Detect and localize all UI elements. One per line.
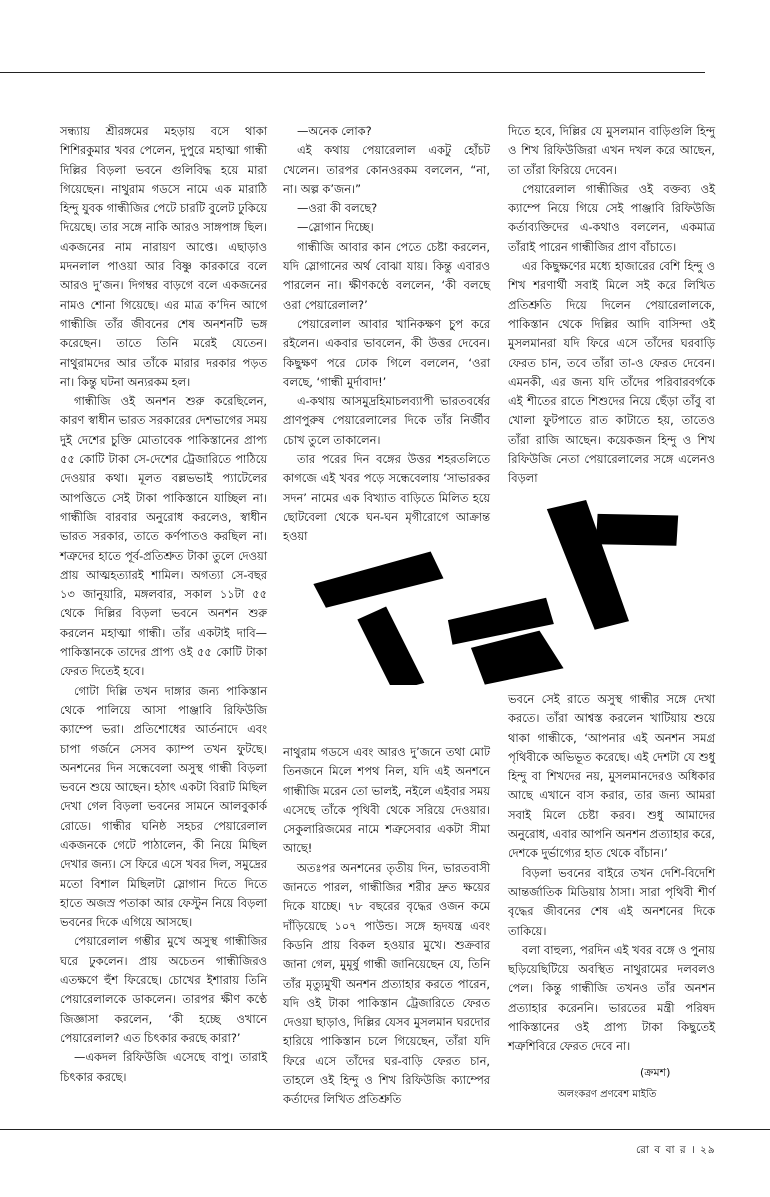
illustration-credit: অলংকরণ প্রণবেশ মাইতি (558, 1089, 657, 1100)
paragraph: —ওরা কী বলছে? (297, 201, 378, 216)
article-column-2-bottom (283, 743, 490, 1110)
bottom-rule (0, 1129, 770, 1130)
paragraph: ভবনে সেই রাতে অসুস্থ গান্ধীর সঙ্গে দেখা করতে। তাঁরা আশ্বস্ত করলেন খাটিয়ায় শুয়ে থাকা গান্ধীকে, ‘আপনার এই অনশন সমগ্র পৃথিবীকে অভিভূত করেছে। এই দেশটা যে শুধু হিন্দু বা শিখদের নয়, মুসলমানদেরও অধিকার আছে এখানে বাস করার, তার জন্য আমরা সবাই মিলে চেষ্টা করব। শুধু আমাদের অনুরোধ, এবার আপনি অনশন প্রত্যাহার করে, দেশকে দুর্ভাগ্যের হাত থেকে বাঁচান।’ (508, 692, 715, 861)
title-artwork (295, 495, 695, 685)
top-rule (0, 72, 705, 73)
paragraph: পেয়ারেলাল আবার খানিকক্ষণ চুপ করে রইলেন। একবার ভাবলেন, কী উত্তর দেবেন। কিছুক্ষণ পরে ঢোক গিলে বললেন, ‘ওরা বলছে, ‘গান্ধী মুর্দাবাদ!’ (283, 316, 490, 389)
paragraph: গান্ধীজি আবার কান পেতে চেষ্টা করলেন, যদি স্লোগানের অর্থ বোঝা যায়। কিন্তু এবারও পারলেন না। ক্ষীণকণ্ঠে বললেন, ‘কী বলছে ওরা পেয়ারেলাল?’ (283, 239, 490, 312)
title-artwork-svg (295, 495, 695, 685)
paragraph: তার পরের দিন বঙ্গের উত্তর শহরতলিতে কাগজে এই খবর পড়ে সন্ধেবেলায় ‘সাভারকর সদন’ নামের এক বিখ্যাত বাড়িতে মিলিত হয়ে ছোটবেলা থেকে ঘন-ঘন মৃগীরোগে আক্রান্ত হওয়া (283, 452, 490, 544)
paragraph: —একদল রিফিউজি এসেছে বাপু। তারাই চিৎকার করছে। (60, 1050, 267, 1084)
paragraph: নাথুরাম গডসে এবং আরও দু’জনে তথা মোট তিনজনে মিলে শপথ নিল, যদি এই অনশনে গান্ধীজি মরেন তো ভালই, নইলে এইবার সময় এসেছে তাঁকে পৃথিবী থেকে সরিয়ে দেওয়ার। সেকুলারিজমের নামে শত্রুসেবার একটা সীমা আছে! (283, 745, 490, 856)
paragraph: পেয়ারেলাল গম্ভীর মুখে অসুস্থ গান্ধীজির ঘরে ঢুকলেন। প্রায় অচেতন গান্ধীজিরও এতক্ষণে হুঁশ ফিরেছে। চোখের ইশারায় তিনি পেয়ারেলালকে ডাকলেন। তারপর ক্ষীণ কণ্ঠে জিজ্ঞাসা করলেন, ‘কী হচ্ছে ওখানে পেয়ারেলাল? এত চিৎকার করছে কারা?’ (60, 934, 267, 1045)
paragraph: —স্লোগান দিচ্ছে। (297, 220, 374, 235)
article-column-3-top (508, 122, 715, 489)
paragraph: দিতে হবে, দিল্লির যে মুসলমান বাড়িগুলি হিন্দু ও শিখ রিফিউজিরা এখন দখল করে আছেন, তা তাঁরা ফিরিয়ে দেবেন। (508, 124, 715, 177)
paragraph: বিড়লা ভবনের বাইরে তখন দেশি-বিদেশি আন্তর্জাতিক মিডিয়ায় ঠাসা। সারা পৃথিবী শীর্ণ বৃদ্ধের জীবনের শেষ এই অনশনের দিকে তাকিয়ে। (508, 865, 715, 938)
paragraph: গান্ধীজি ওই অনশন শুরু করেছিলেন, কারণ স্বাধীন ভারত সরকারের দেশভাগের সময় দুই দেশের চুক্তি মোতাবেক পাকিস্তানের প্রাপ্য ৫৫ কোটি টাকা সে-দেশের ট্রেজারিতে পাঠিয়ে দেওয়ার কথা। মূলত বল্লভভাই প্যাটেলের আপত্তিতে সেই টাকা পাকিস্তানে যাচ্ছিল না। গান্ধীজি বারবার অনুরোধ করলেও, স্বাধীন ভারত সরকার, তাতে কর্ণপাতও করছিল না। শত্রুদের হাতে পূর্ব-প্রতিশ্রুত টাকা তুলে দেওয়া প্রায় আত্মহত্যারই শামিল। অগত্যা সে-বছর ১৩ জানুয়ারি, মঙ্গলবার, সকাল ১১টা ৫৫ থেকে দিল্লির বিড়লা ভবনে অনশন শুরু করলেন মহাত্মা গান্ধী। তাঁর একটাই দাবি— পাকিস্তানকে তাদের প্রাপ্য ওই ৫৫ কোটি টাকা ফেরত দিতেই হবে। (60, 394, 267, 679)
paragraph: সন্ধ্যায় শ্রীরঙ্গমের মহড়ায় বসে থাকা শিশিরকুমার খবর পেলেন, দুপুরে মহাত্মা গান্ধী দিল্লির বিড়লা ভবনে গুলিবিদ্ধ হয়ে মারা গিয়েছেন। নাথুরাম গডসে নামে এক মারাঠি হিন্দু যুবক গান্ধীজির পেটে চারটি বুলেট ঢুকিয়ে দিয়েছে। তার সঙ্গে নাকি আরও সাঙ্গপাঙ্গ ছিল। একজনের নাম নারায়ণ আপ্তে। এছাড়াও মদনলাল পাওয়া আর বিষ্ণু কারকারে বলে আরও দু’জন। দিগম্বর বাড়গে বলে একজনের নামও শোনা গিয়েছে। এর মাত্র ক’দিন আগে গান্ধীজি তাঁর জীবনের শেষ অনশনটি ভঙ্গ করেছেন। তাতে তিনি মরেই যেতেন। নাথুরামদের আর তাঁকে মারার দরকার পড়ত না। কিন্তু ঘটনা অন্যরকম হল। (60, 124, 267, 389)
article-column-1 (60, 122, 267, 1087)
paragraph: অতঃপর অনশনের তৃতীয় দিন, ভারতবাসী জানতে পারল, গান্ধীজির শরীর দ্রুত ক্ষয়ের দিকে যাচ্ছে। ৭৮ বছরের বৃদ্ধের ওজন কমে দাঁড়িয়েছে ১০৭ পাউন্ড। সঙ্গে হৃদযন্ত্র এবং কিডনি প্রায় বিকল হওয়ার মুখে। শুক্রবার জানা গেল, মুমূর্ষু গান্ধী জানিয়েছেন যে, তিনি তাঁর মৃত্যুমুখী অনশন প্রত্যাহার করতে পারেন, যদি ওই টাকা পাকিস্তান ট্রেজারিতে ফেরত দেওয়া ছাড়াও, দিল্লির যেসব মুসলমান ঘরদোর হারিয়ে পাকিস্তান চলে গিয়েছেন, তাঁরা যদি ফিরে এসে তাঁদের ঘর-বাড়ি ফেরত চান, তাহলে ওই হিন্দু ও শিখ রিফিউজি ক্যাম্পের কর্তাদের লিখিত প্রতিশ্রুতি (283, 860, 490, 1107)
paragraph: এ-কথায় আসমুদ্রহিমাচলব্যাপী ভারতবর্ষের প্রাণপুরুষ পেয়ারেলালের দিকে তাঁর নির্জীব চোখ তুলে তাকালেন। (283, 394, 490, 447)
article-column-2-top (283, 122, 490, 547)
paragraph: পেয়ারেলাল গান্ধীজির ওই বক্তব্য ওই ক্যাম্পে নিয়ে গিয়ে সেই পাঞ্জাবি রিফিউজি কর্তাব্যক্তিদের এ-কথাও বললেন, একমাত্র তাঁরাই পারেন গান্ধীজির প্রাণ বাঁচাতে। (508, 181, 715, 254)
article-column-3-bottom (508, 690, 715, 1057)
page-footer: রো ব বা র । ২৯ (636, 1144, 716, 1156)
paragraph: —অনেক লোক? (297, 124, 372, 138)
paragraph: বলা বাহুল্য, পরদিন এই খবর বঙ্গে ও পুনায় ছড়িয়েছিটিয়ে অবস্থিত নাথুরামের দলবলও পেল। কিন্তু গান্ধীজি তখনও তাঁর অনশন প্রত্যাহার করেননি। ভারতের মন্ত্রী পরিষদ পাকিস্তানের ওই প্রাপ্য টাকা কিছুতেই শত্রুশিবিরে ফেরত দেবে না। (508, 942, 715, 1054)
continued-note: (ক্রমশ) (640, 1066, 671, 1079)
paragraph: এর কিছুক্ষণের মধ্যে হাজারের বেশি হিন্দু ও শিখ শরণার্থী সবাই মিলে সই করে লিখিত প্রতিশ্রুতি দিয়ে দিলেন পেয়ারেলালকে, পাকিস্তান থেকে দিল্লির আদি বাসিন্দা ওই মুসলমানরা যদি ফিরে এসে তাঁদের ঘরবাড়ি ফেরত চান, তবে তাঁরা তা-ও ফেরত দেবেন। এমনকী, এর জন্য যদি তাঁদের পরিবারবর্গকে এই শীতের রাতে শিশুদের নিয়ে ছেঁড়া তাঁবু বা খোলা ফুটপাতে রাত কাটাতে হয়, তাতেও তাঁরা রাজি আছেন। কয়েকজন হিন্দু ও শিখ রিফিউজি নেতা পেয়ারেলালের সঙ্গে এলেনও বিড়লা (508, 259, 715, 486)
paragraph: এই কথায় পেয়ারেলাল একটু হোঁচট খেলেন। তারপর কোনওরকম বললেন, “না, না। অল্প ক’জন।” (283, 143, 490, 196)
paragraph: গোটা দিল্লি তখন দাঙ্গার জন্য পাকিস্তান থেকে পালিয়ে আসা পাঞ্জাবি রিফিউজি ক্যাম্পে ভরা। প্রতিশোধের আর্তনাদে এবং চাপা গর্জনে সেসব ক্যাম্প তখন ফুটছে। অনশনের দিন সন্ধেবেলা অসুস্থ গান্ধী বিড়লা ভবনে শুয়ে আছেন। হঠাৎ একটা বিরাট মিছিল দেখা গেল বিড়লা ভবনের সামনে আলবুকার্ক রোডে। গান্ধীর ঘনিষ্ঠ সহচর পেয়ারেলাল একজনকে গেটে পাঠালেন, কী নিয়ে মিছিল দেখার জন্য। সে ফিরে এসে খবর দিল, সমুদ্রের মতো বিশাল মিছিলটা স্লোগান দিতে দিতে হাতে অজস্র পতাকা আর ফেস্টুন নিয়ে বিড়লা ভবনের দিকে এগিয়ে আসছে। (60, 683, 267, 930)
